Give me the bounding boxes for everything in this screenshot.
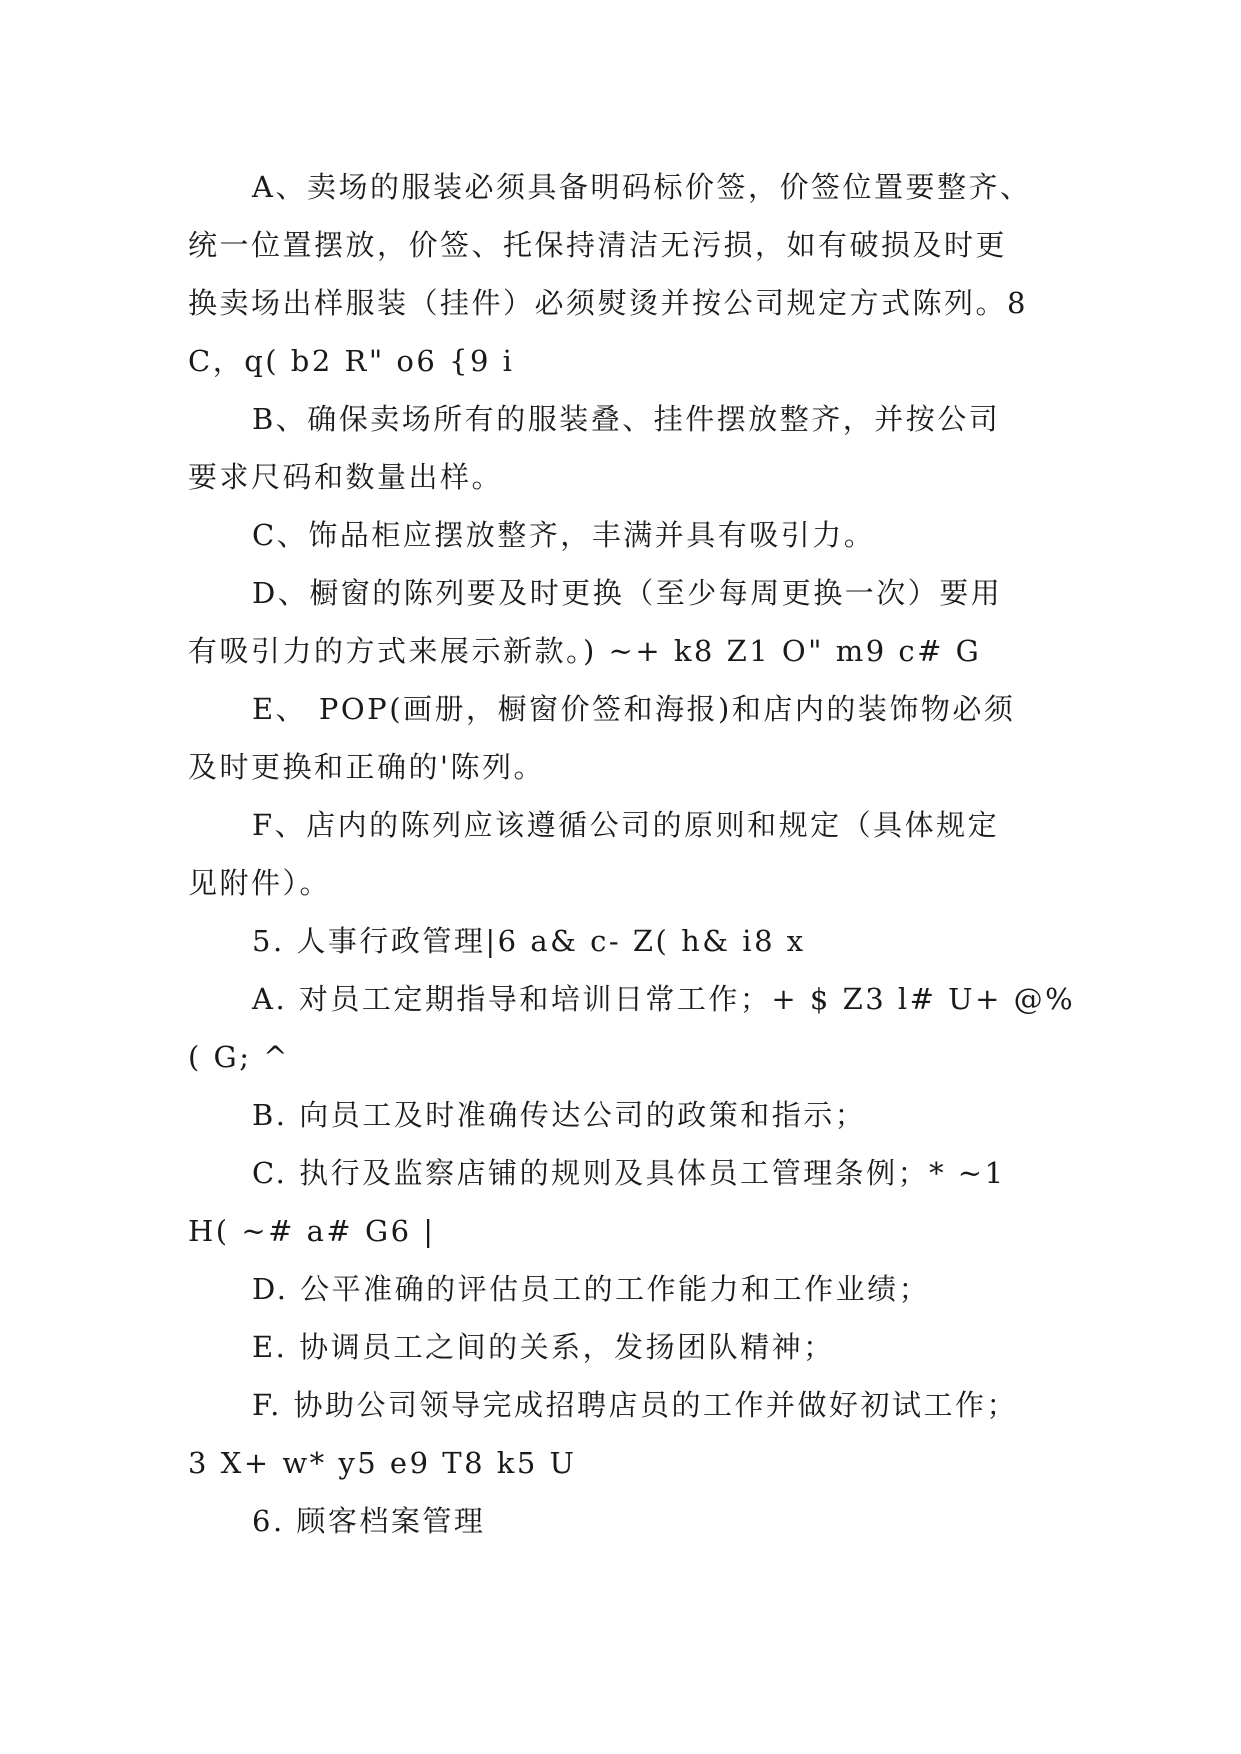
text-line: A. 对员工定期指导和培训日常工作；+ $ Z3 l# U+ @%	[252, 982, 1076, 1016]
section-heading: 5. 人事行政管理|6 a& c- Z( h& i8 x	[252, 924, 806, 958]
text-line: 换卖场出样服装（挂件）必须熨烫并按公司规定方式陈列。8	[188, 286, 1028, 320]
text-line: D、橱窗的陈列要及时更换（至少每周更换一次）要用	[252, 576, 1003, 610]
text-line: H( ~# a# G6 |	[188, 1214, 436, 1248]
text-line: 统一位置摆放，价签、托保持清洁无污损，如有破损及时更	[188, 228, 1008, 262]
text-line: C、饰品柜应摆放整齐，丰满并具有吸引力。	[252, 518, 876, 552]
text-line: 有吸引力的方式来展示新款。) ~+ k8 Z1 O" m9 c# G	[188, 634, 982, 668]
text-line: ( G; ^	[188, 1040, 290, 1074]
text-line: 见附件）。	[188, 866, 332, 900]
section-heading: 6. 顾客档案管理	[252, 1504, 486, 1538]
text-line: E. 协调员工之间的关系，发扬团队精神；	[252, 1330, 835, 1364]
text-line: 要求尺码和数量出样。	[188, 460, 504, 494]
text-line: F. 协助公司领导完成招聘店员的工作并做好初试工作；	[252, 1388, 1019, 1422]
text-line: 及时更换和正确的'陈列。	[188, 750, 545, 784]
text-line: C，q( b2 R" o6 {9 i	[188, 344, 515, 378]
text-line: D. 公平准确的评估员工的工作能力和工作业绩；	[252, 1272, 931, 1306]
document-body	[188, 158, 1088, 1550]
text-line: A、卖场的服装必须具备明码标价签，价签位置要整齐、	[252, 170, 1032, 204]
text-line: B. 向员工及时准确传达公司的政策和指示；	[252, 1098, 867, 1132]
text-line: 3 X+ w* y5 e9 T8 k5 U	[188, 1446, 577, 1480]
text-line: E、 POP(画册，橱窗价签和海报)和店内的装饰物必须	[252, 692, 1016, 726]
text-line: B、确保卖场所有的服装叠、挂件摆放整齐，并按公司	[252, 402, 1001, 436]
text-line: F、店内的陈列应该遵循公司的原则和规定（具体规定	[252, 808, 1000, 842]
text-line: C. 执行及监察店铺的规则及具体员工管理条例；* ~1	[252, 1156, 1006, 1190]
